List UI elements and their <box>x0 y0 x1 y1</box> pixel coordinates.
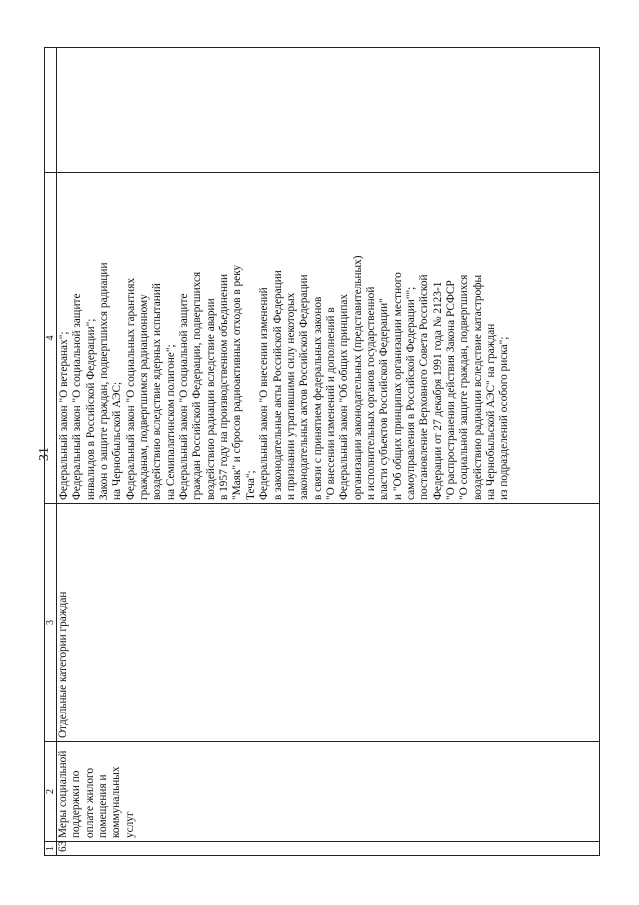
law-line: на Семипалатинском полигоне"; <box>164 344 177 500</box>
law-line: граждан Российской Федерации, подвергшихся <box>191 271 204 500</box>
law-line: и "Об общих принципах организации местного <box>391 272 404 500</box>
header-col-3: 3 <box>45 504 57 742</box>
law-line: Федеральный закон "Об общих принципах <box>338 293 351 500</box>
law-line: в 1957 году на производственном объединении <box>218 273 231 500</box>
law-line: самоуправления в Российской Федерации""; <box>404 286 417 500</box>
law-line: в законодательные акты Российской Федерации <box>271 270 284 500</box>
law-line: Федеральный закон "О социальной защите <box>71 293 84 500</box>
law-line: "Маяк" и сбросов радиоактивных отходов в реку <box>231 264 244 500</box>
law-line: организации законодательных (представительных) <box>351 255 364 500</box>
legal-table <box>44 47 600 856</box>
table-header-row <box>45 48 57 856</box>
category-text: Отдельные категории граждан <box>57 591 69 738</box>
law-line: и признании утратившими силу некоторых <box>284 292 297 500</box>
law-line: Закон о защите граждан, подвергшихся радиации <box>98 262 111 500</box>
rotated-table-sheet <box>44 48 600 856</box>
law-line: воздействию радиации вследствие катастрофы <box>471 274 484 500</box>
law-line: воздействию радиации вследствие аварии <box>204 298 217 500</box>
law-line: законодательных актов Российской Федерации <box>298 274 311 500</box>
law-line: Теча"; <box>244 470 257 500</box>
law-line: "О распространении действия Закона РСФСР <box>444 280 457 500</box>
law-line: "О социальной защите граждан, подвергшихся <box>458 274 471 500</box>
law-line: и исполнительных органов государственной <box>364 286 377 500</box>
law-line: из подразделений особого риска"; <box>498 336 511 500</box>
law-line: инвалидов в Российской Федерации"; <box>84 318 97 500</box>
row-category <box>57 504 600 742</box>
law-line: Федеральный закон "О социальной защите <box>178 293 191 500</box>
law-line: "О внесении изменений и дополнений в <box>324 307 337 500</box>
table-row <box>57 48 600 856</box>
row-laws <box>57 173 600 504</box>
law-line: Федеральный закон "О ветеранах"; <box>58 331 70 500</box>
law-line: на Чернобыльской АЭС; <box>111 381 124 500</box>
header-col-4: 4 <box>45 173 57 504</box>
law-line: на Чернобыльской АЭС" на граждан <box>485 323 497 500</box>
law-line: в связи с принятием федеральных законов <box>311 296 324 500</box>
law-line: Федерации от 27 декабря 1991 года № 2123-1 <box>431 281 444 500</box>
law-line: воздействию вследствие ядерных испытаний <box>151 283 164 500</box>
law-line: постановление Верховного Совета Российской <box>418 274 431 500</box>
row-number: 63 <box>57 842 600 856</box>
row-extra <box>57 48 600 173</box>
law-line: Федеральный закон "О внесении изменений <box>258 287 271 500</box>
measure-text: Меры социальной поддержки по оплате жилого помещения и коммунальных услуг <box>57 750 136 838</box>
row-measure <box>57 742 600 842</box>
header-col-2: 2 <box>45 742 57 842</box>
header-col-1: 1 <box>45 842 57 856</box>
law-line: гражданам, подвергшимся радиационному <box>138 294 151 500</box>
law-list <box>57 176 512 500</box>
header-col-5 <box>45 48 57 173</box>
law-line: Федеральный закон "О социальных гарантиях <box>124 277 137 500</box>
law-line: власти субъектов Российской Федерации" <box>378 298 391 500</box>
page-number: 31 <box>37 447 52 461</box>
